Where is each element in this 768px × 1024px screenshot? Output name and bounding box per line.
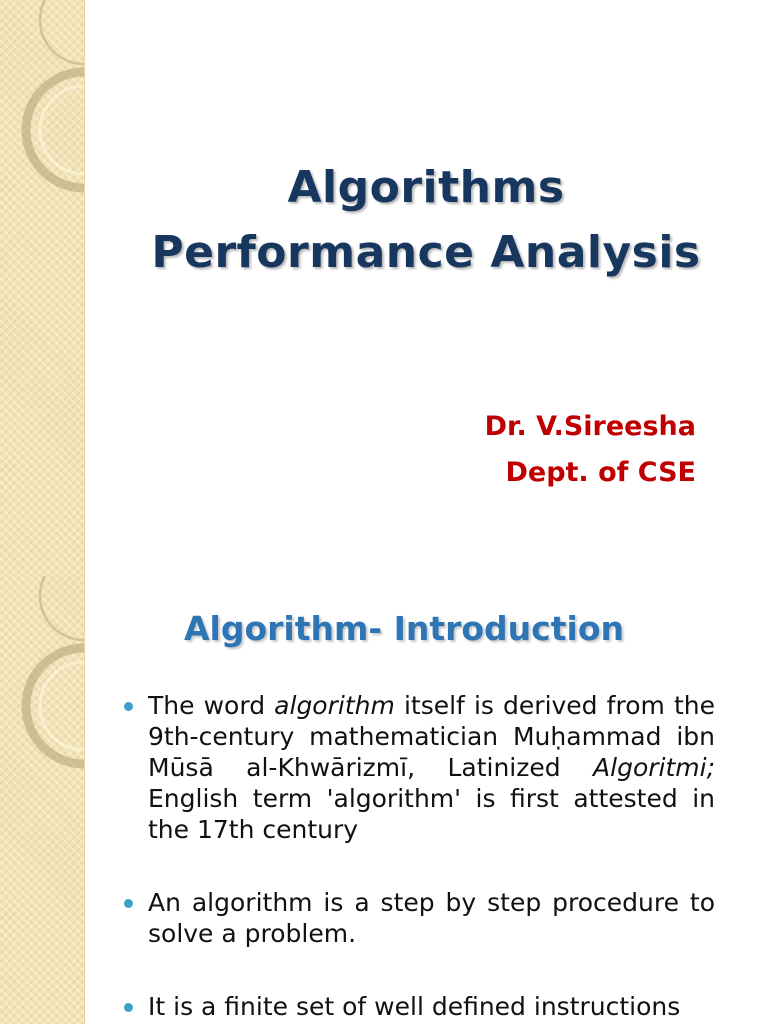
decorative-rings-icon [0, 0, 84, 576]
section-heading: Algorithm- Introduction [184, 609, 624, 648]
decorative-rings-icon [0, 576, 84, 1024]
slide-title-line-2: Performance Analysis [151, 227, 701, 278]
bullet-icon [124, 1003, 133, 1012]
bullet-text: An algorithm is a step by step procedure to solve a problem. [148, 888, 715, 948]
decorative-strip [0, 0, 85, 576]
author-name: Dr. V.Sireesha [484, 411, 696, 442]
introduction-slide [0, 576, 768, 1024]
bullet-item [122, 887, 715, 949]
bullet-text-end: English term 'algorithm' is first attested in the 17th century [148, 784, 715, 844]
bullet-list [122, 690, 715, 1024]
bullet-text-middle: itself is derived from the 9th-century mathematician Muḥammad ibn Mūsā al-Khwārizmī, Latinized [148, 691, 715, 782]
bullet-text-italic: Algoritmi; [593, 753, 715, 782]
bullet-text: It is a finite set of well defined instructions [148, 992, 681, 1021]
author-department: Dept. of CSE [505, 457, 696, 488]
bullet-icon [124, 899, 133, 908]
slide-title-line-1: Algorithms [287, 162, 565, 213]
bullet-text-start: The word [148, 691, 275, 720]
bullet-icon [124, 702, 133, 711]
decorative-strip [0, 576, 85, 1024]
bullet-text-italic: algorithm [274, 691, 395, 720]
bullet-item [122, 690, 715, 845]
bullet-item [122, 991, 715, 1022]
